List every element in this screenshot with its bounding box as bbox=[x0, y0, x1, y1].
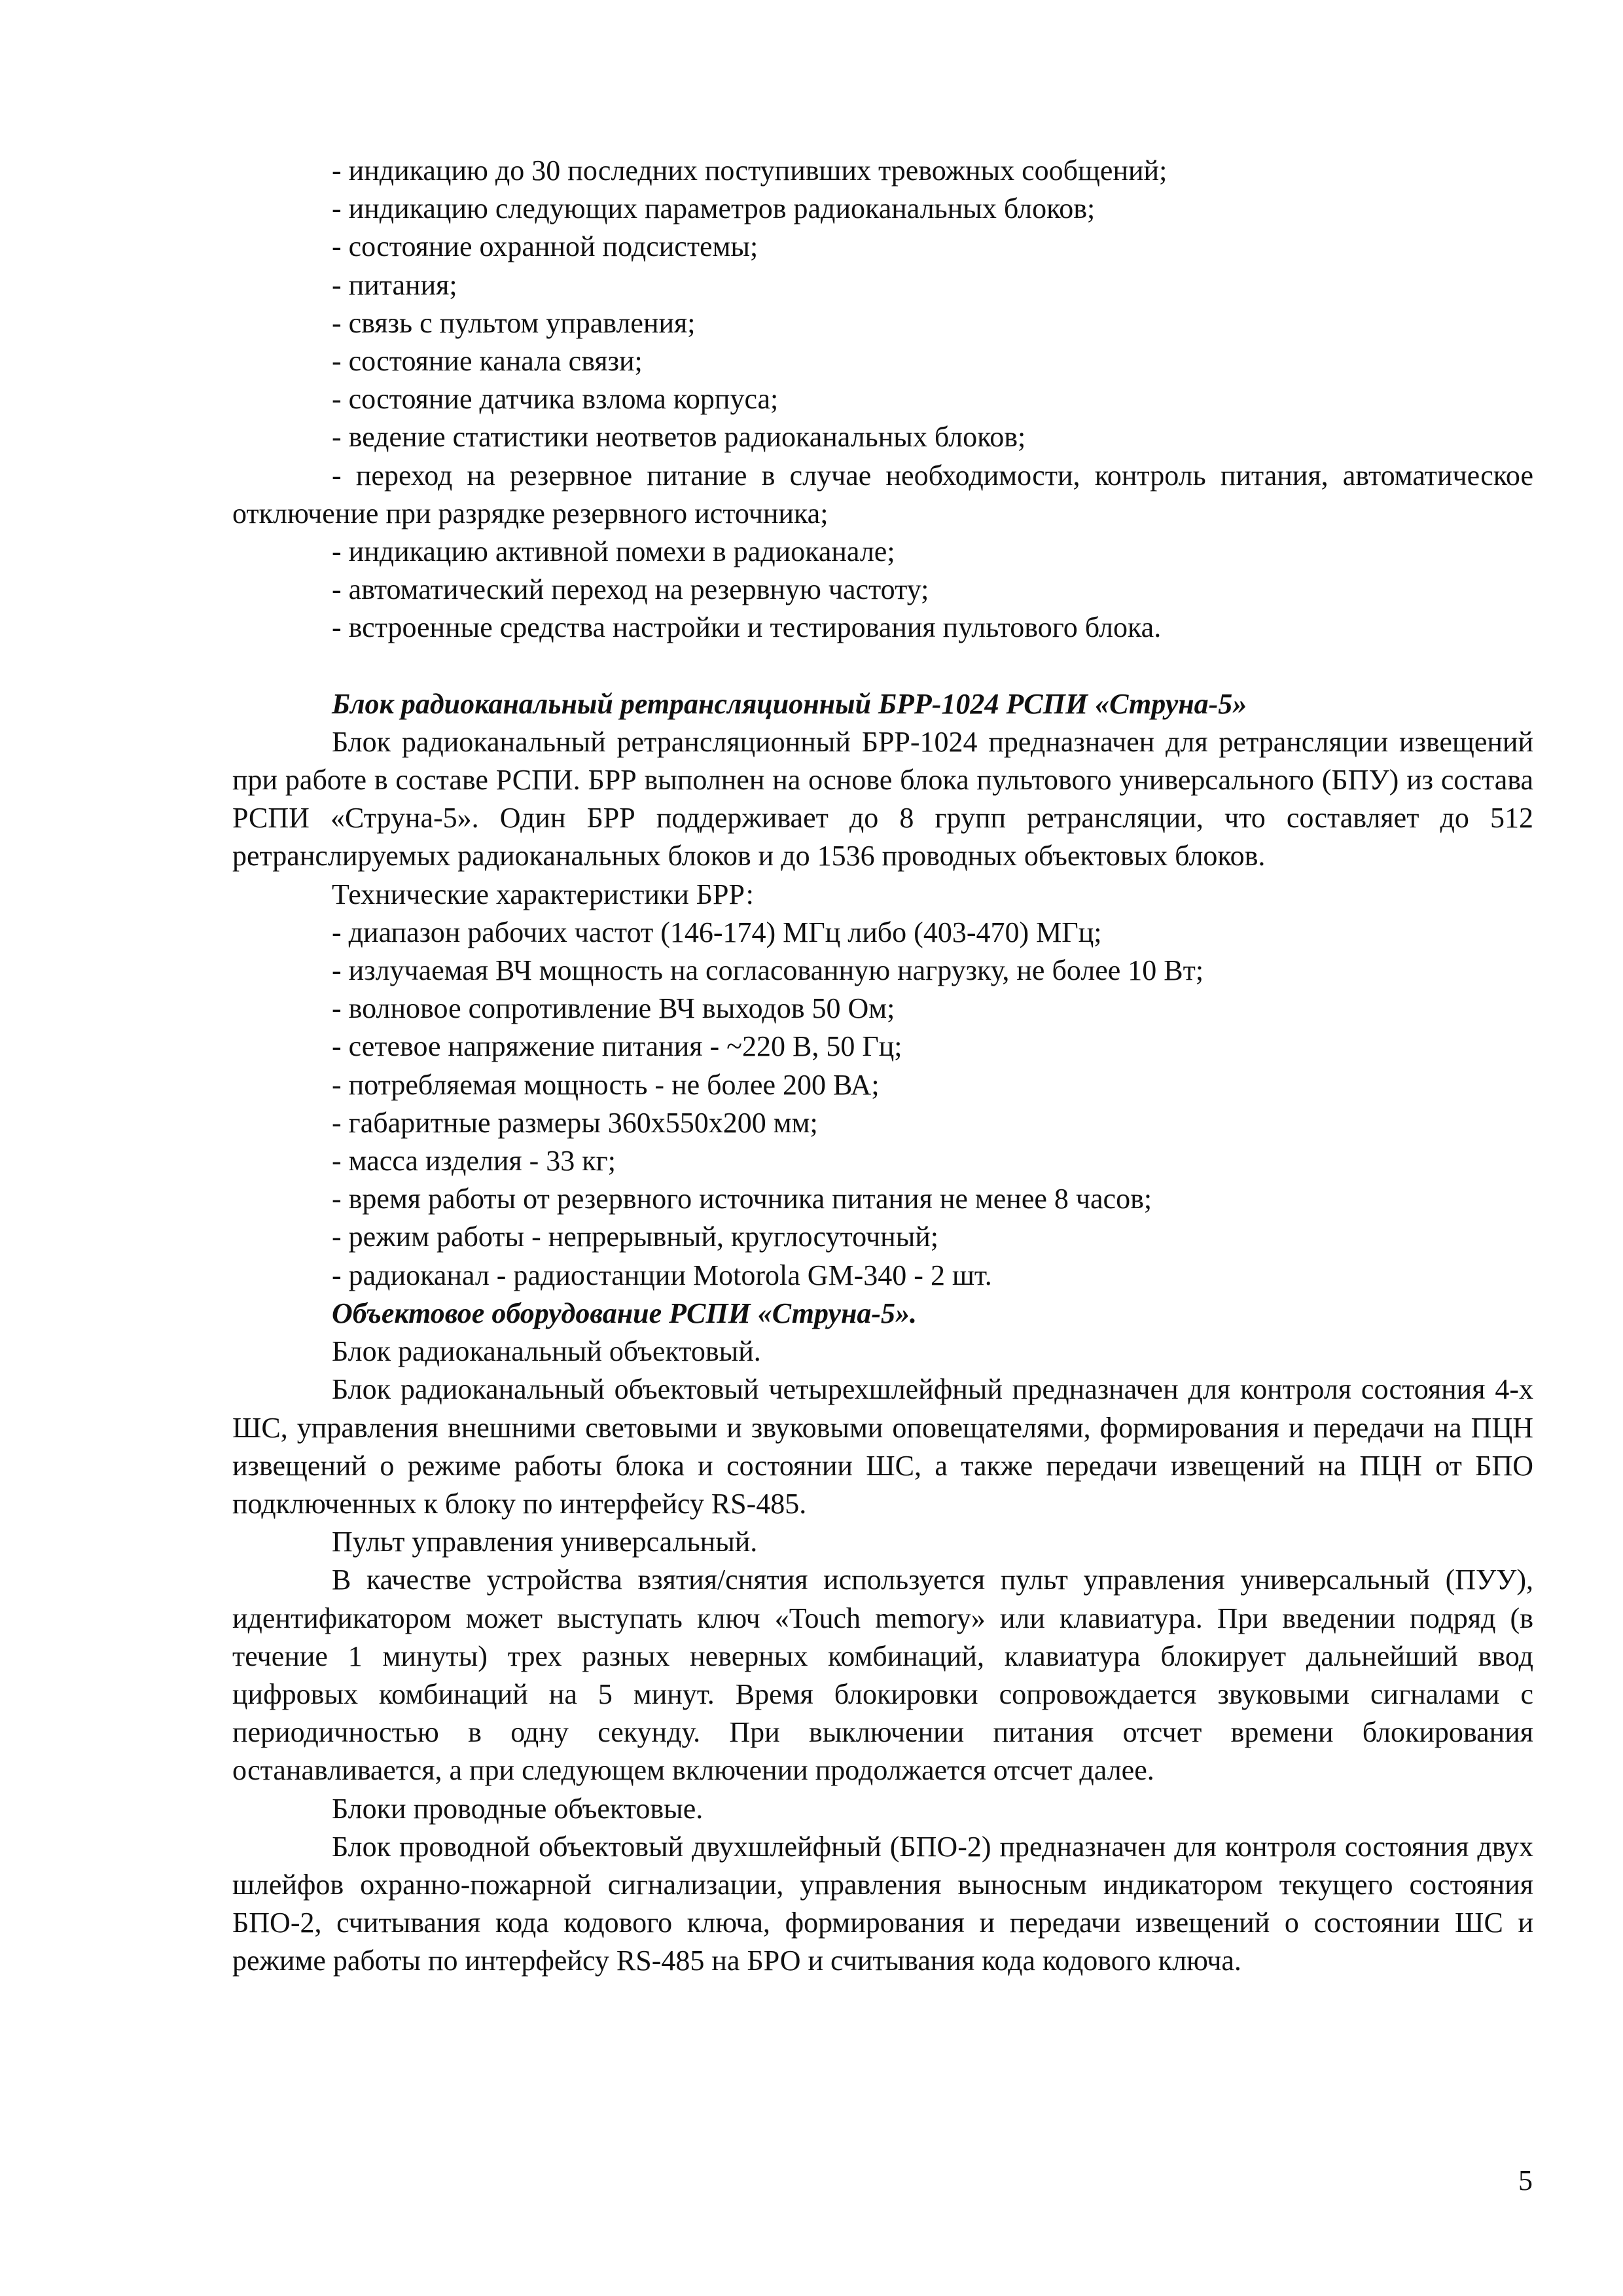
wired-title: Блоки проводные объектовые. bbox=[332, 1792, 704, 1825]
spec-item: - диапазон рабочих частот (146-174) МГц либо (403-470) МГц; bbox=[332, 916, 1102, 948]
spec-item: - потребляемая мощность - не более 200 ВА; bbox=[332, 1068, 880, 1101]
list-item: - переход на резервное питание в случае необходимости, контроль питания, автоматическое отключение при разрядке резервного источника; bbox=[232, 459, 1533, 529]
spec-item: - радиоканал - радиостанции Motorola GM-340 - 2 шт. bbox=[332, 1259, 992, 1291]
list-item: - питания; bbox=[332, 268, 457, 301]
spec-item: - излучаемая ВЧ мощность на согласованную нагрузку, не более 10 Вт; bbox=[332, 954, 1204, 987]
list-item: - индикацию до 30 последних поступивших тревожных сообщений; bbox=[332, 154, 1168, 187]
list-item: - автоматический переход на резервную частоту; bbox=[332, 573, 929, 606]
spec-item: - режим работы - непрерывный, круглосуточный; bbox=[332, 1221, 939, 1253]
section-gap bbox=[232, 647, 1533, 685]
intro-list bbox=[232, 152, 1533, 647]
list-item: - состояние охранной подсистемы; bbox=[332, 230, 758, 263]
document-page bbox=[232, 152, 1533, 1981]
list-item: - встроенные средства настройки и тестирования пультового блока. bbox=[332, 611, 1162, 644]
spec-item: - сетевое напряжение питания - ~220 В, 50 Гц; bbox=[332, 1030, 902, 1063]
brr-specs-title: Технические характеристики БРР: bbox=[332, 878, 754, 910]
remote-title: Пульт управления универсальный. bbox=[332, 1526, 758, 1558]
object-heading: Объектовое оборудование РСПИ «Струна-5». bbox=[332, 1297, 918, 1329]
object-section bbox=[232, 1295, 1533, 1981]
brr-heading: Блок радиоканальный ретрансляционный БРР-1024 РСПИ «Струна-5» bbox=[332, 687, 1247, 720]
list-item: - индикацию активной помехи в радиоканале; bbox=[332, 535, 895, 568]
list-item: - связь с пультом управления; bbox=[332, 306, 696, 339]
block-text: Блок радиоканальный объектовый четырехшлейфный предназначен для контроля состояния 4-х ШС, управления внешними световыми и звуковыми оповещателями, формирования и передачи на ПЦН извещений о режиме работы блока и состоянии ШС, а также передачи извещений на ПЦН от БПО подключенных к блоку по интерфейсу RS-485. bbox=[232, 1373, 1533, 1520]
list-item: - ведение статистики неответов радиоканальных блоков; bbox=[332, 421, 1026, 454]
brr-section bbox=[232, 685, 1533, 1295]
block-title: Блок радиоканальный объектовый. bbox=[332, 1335, 761, 1368]
list-item: - состояние канала связи; bbox=[332, 345, 643, 378]
spec-item: - время работы от резервного источника питания не менее 8 часов; bbox=[332, 1183, 1152, 1215]
spec-item: - волновое сопротивление ВЧ выходов 50 Ом; bbox=[332, 992, 895, 1025]
page-number: 5 bbox=[1518, 2164, 1533, 2197]
brr-description: Блок радиоканальный ретрансляционный БРР-1024 предназначен для ретрансляции извещений при работе в составе РСПИ. БРР выполнен на основе блока пультового универсального (БПУ) из состава РСПИ «Струна-5». Один БРР поддерживает до 8 групп ретрансляции, что составляет до 512 ретранслируемых радиоканальных блоков и до 1536 проводных объектовых блоков. bbox=[232, 725, 1533, 872]
remote-text: В качестве устройства взятия/снятия используется пульт управления универсальный (ПУУ), идентификатором может выступать ключ «Touch memory» или клавиатура. При введении подряд (в течение 1 минуты) трех разных неверных комбинаций, клавиатура блокирует дальнейший ввод цифровых комбинаций на 5 минут. Время блокировки сопровождается звуковыми сигналами с периодичностью в одну секунду. При выключении питания отсчет времени блокирования останавливается, а при следующем включении продолжается отсчет далее. bbox=[232, 1564, 1533, 1787]
wired-text: Блок проводной объектовый двухшлейфный (БПО-2) предназначен для контроля состояния двух шлейфов охранно-пожарной сигнализации, управления выносным индикатором текущего состояния БПО-2, считывания кода кодового ключа, формирования и передачи извещений о состоянии ШС и режиме работы по интерфейсу RS-485 на БРО и считывания кода кодового ключа. bbox=[232, 1830, 1533, 1977]
list-item: - состояние датчика взлома корпуса; bbox=[332, 383, 779, 416]
list-item: - индикацию следующих параметров радиоканальных блоков; bbox=[332, 192, 1096, 225]
spec-item: - габаритные размеры 360х550х200 мм; bbox=[332, 1106, 818, 1139]
spec-item: - масса изделия - 33 кг; bbox=[332, 1145, 616, 1177]
